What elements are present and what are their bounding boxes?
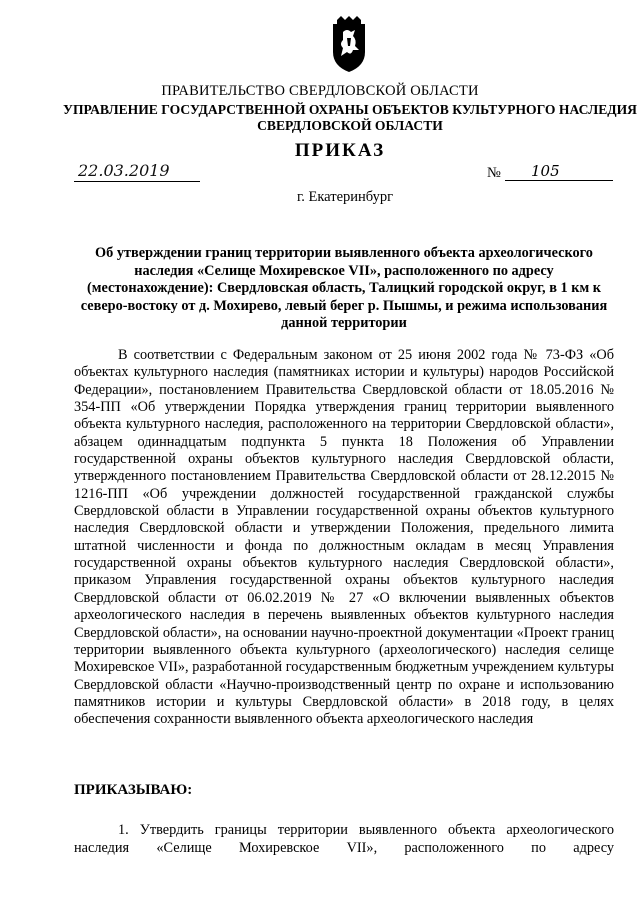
document-title: ПРИКАЗ (294, 140, 386, 161)
order-heading: ПРИКАЗЫВАЮ: (74, 782, 193, 798)
department-name: УПРАВЛЕНИЕ ГОСУДАРСТВЕННОЙ ОХРАНЫ ОБЪЕКТОВ КУЛЬТУРНОГО НАСЛЕДИЯ СВЕРДЛОВСКОЙ ОБЛАСТИ (62, 102, 638, 133)
preamble-paragraph: В соответствии с Федеральным законом от 25 июня 2002 года № 73-ФЗ «Об объектах культурного наследия (памятниках истории и культуры) народов Российской Федерации», постановлением Правительства Свердловской области от 18.05.2016 № 354-ПП «Об утверждении Порядка утверждения границ территории выявленного объекта культурного наследия, расположенного на территории Свердловской области», абзацем одиннадцатым подпункта 5 пункта 18 Положения об Управлении государственной охраны объектов культурного наследия Свердловской области, утвержденного постановлением Правительства Свердловской области от 28.12.2015 № 1216-ПП «Об учреждении должностей государственной гражданской службы Свердловской области в Управлении государственной охраны объектов культурного наследия Свердловской области и утверждении Положения, предельного лимита штатной численности и фонда по должностным окладам в месяц Управления государственной охраны объектов культурного наследия Свердловской области», приказом Управления государственной охраны объектов культурного наследия Свердловской области от 06.02.2019 № 27 «О включении выявленных объектов археологического наследия в перечень выявленных объектов культурного наследия Свердловской области», на основании научно-проектной документации «Проект границ территории выявленного объекта культурного (археологического) наследия селище Мохиревское VII», разработанной государственным бюджетным учреждением культуры Свердловской области «Научно-производственный центр по охране и использованию памятников истории и культуры Свердловской области» в 2018 году, в целях обеспечения сохранности выявленного объекта археологического наследия (74, 347, 614, 728)
number-label: № (487, 165, 501, 181)
order-subject: Об утверждении границ территории выявленного объекта археологического наследия «Селище Мохиревское VII», расположенного по адресу (местонахождение): Свердловская область, Талицкий городской округ, в 1 км к северо-востоку от д. Мохирево, левый берег р. Пышмы, и режима использования данной территории (80, 245, 608, 331)
order-date: 22.03.2019 (74, 161, 200, 182)
city: г. Екатеринбург (296, 189, 394, 205)
order-item-1: 1. Утвердить границы территории выявленного объекта археологического наследия «Селище Мохиревское VII», расположенного по адресу (74, 822, 614, 856)
government-name: ПРАВИТЕЛЬСТВО СВЕРДЛОВСКОЙ ОБЛАСТИ (161, 83, 479, 99)
order-number: 105 (505, 161, 613, 181)
coat-of-arms-icon (329, 16, 369, 74)
